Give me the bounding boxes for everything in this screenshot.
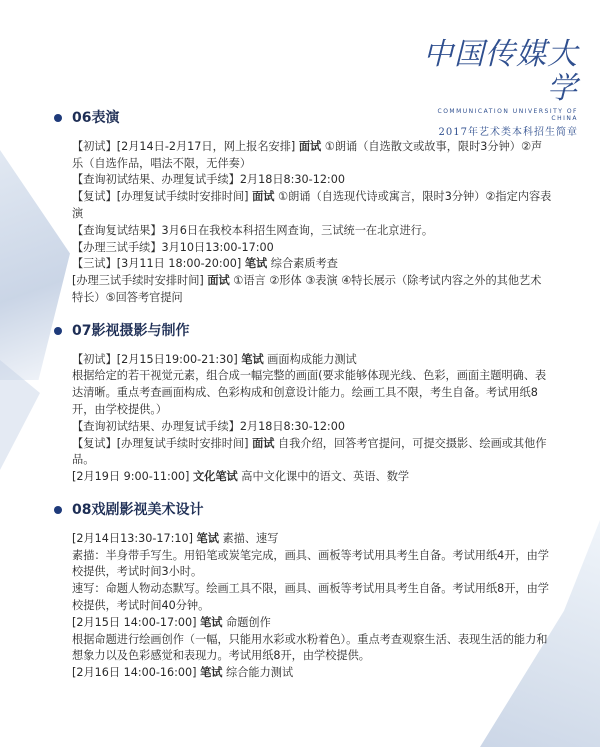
text-line: 【三试】[3月11日 18:00-20:00] 笔试 综合素质考查 (72, 257, 338, 271)
section-title (54, 502, 552, 519)
section-stage-art-design (72, 502, 552, 682)
text-line: 【查询初试结果、办理复试手续】2月18日8:30-12:00 (72, 419, 345, 433)
bullet-icon (54, 114, 62, 122)
text-line: 根据命题进行绘画创作（一幅，只能用水彩或水粉着色）。重点考查观察生活、表现生活的能力和想象力以及色彩感觉和表现力。考试用纸8开，由学校提供。 (72, 632, 548, 663)
document-body (72, 110, 552, 698)
logo-chinese-name: 中国传媒大学 (423, 37, 578, 106)
bullet-icon (54, 327, 62, 335)
section-title-text: 07影视摄影与制作 (72, 322, 190, 339)
section-title (54, 323, 552, 340)
logo-english-name: COMMUNICATION UNIVERSITY OF CHINA (437, 108, 578, 122)
bullet-icon (54, 506, 62, 514)
decorative-left-shape (0, 150, 70, 380)
text-line: [办理三试手续时安排时间] 面试 ①语言 ②形体 ③表演 ④特长展示（除考试内容之外的其他艺术特长）⑤回答考官提问 (72, 274, 542, 304)
section-title (54, 110, 552, 127)
section-title-text: 06表演 (72, 110, 120, 126)
text-line: [2月19日 9:00-11:00] 文化笔试 高中文化课中的语文、英语、数学 (72, 470, 410, 484)
text-line: 【办理三试手续】3月10日13:00-17:00 (72, 240, 274, 254)
text-line: 【查询初试结果、办理复试手续】2月18日8:30-12:00 (72, 173, 345, 187)
text-line: 速写：命题人物动态默写。绘画工具不限，画具、画板等考试用具考生自备。考试用纸8开，由学校提供，考试时间40分钟。 (72, 582, 549, 612)
text-line: 【复试】[办理复试手续时安排时间] 面试 ①朗诵（自选现代诗或寓言，限时3分钟）②指定内容表演 (72, 190, 552, 220)
section-film-photography (72, 323, 552, 486)
text-line: [2月15日 14:00-17:00] 笔试 命题创作 (72, 615, 271, 629)
section-performance (72, 110, 552, 307)
section-title-text: 08戏剧影视美术设计 (72, 501, 204, 518)
text-line: 素描：半身带手写生。用铅笔或炭笔完成，画具、画板等考试用具考生自备。考试用纸4开，由学校提供，考试时间3小时。 (72, 548, 549, 579)
text-line: 【初试】[2月15日19:00-21:30] 笔试 画面构成能力测试 (72, 352, 357, 366)
brochure-subtitle: 2017年艺术类本科招生简章 (438, 127, 578, 138)
text-line: [2月16日 14:00-16:00] 笔试 综合能力测试 (72, 666, 294, 680)
text-line: 根据给定的若干视觉元素，组合成一幅完整的画面(要求能够体现光线、色彩，画面主题明确、表达清晰。重点考查画面构成、色彩构成和创意设计能力。绘画工具不限，考生自备。考试用纸8开，由学校提供。） (72, 369, 547, 416)
text-line: 【初试】[2月14日-2月17日，网上报名安排] 面试 ①朗诵（自选散文或故事，限时3分钟）②声乐（自选作品，唱法不限，无伴奏） (72, 139, 543, 170)
text-line: 【复试】[办理复试手续时安排时间] 面试 自我介绍，回答考官提问，可提交摄影、绘画或其他作品。 (72, 436, 547, 467)
text-line: 【查询复试结果】3月6日在我校本科招生网查询，三试统一在北京进行。 (72, 223, 434, 237)
text-line: [2月14日13:30-17:10] 笔试 素描、速写 (72, 531, 279, 545)
